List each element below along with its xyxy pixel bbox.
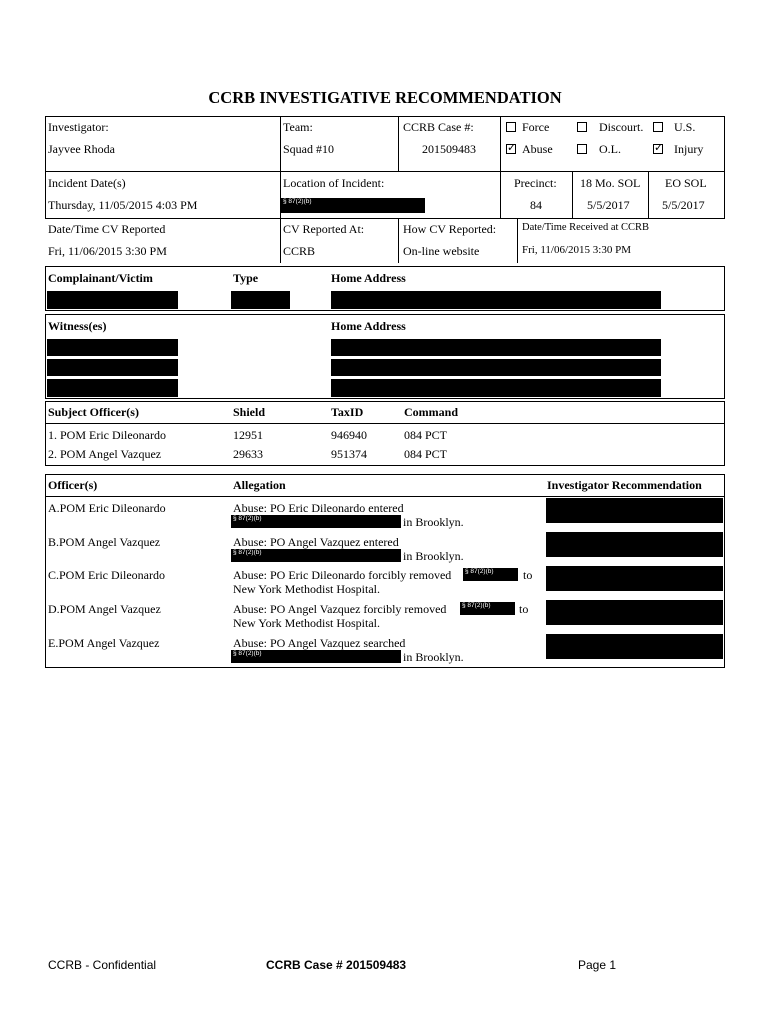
team-value: Squad #10 xyxy=(283,142,334,156)
cv-at-value: CCRB xyxy=(283,244,316,258)
cv-how-label: How CV Reported: xyxy=(403,222,497,236)
received-value: Fri, 11/06/2015 3:30 PM xyxy=(522,244,631,256)
document-title: CCRB INVESTIGATIVE RECOMMENDATION xyxy=(208,88,562,107)
subject-header-divider xyxy=(45,423,725,424)
address-col-header: Home Address xyxy=(331,271,406,285)
recommendation-redaction xyxy=(546,600,723,625)
discourtesy-label: Discourt. xyxy=(599,120,644,134)
incident-date-label: Incident Date(s) xyxy=(48,176,126,190)
cv-date-label: Date/Time CV Reported xyxy=(48,222,166,236)
header-divider xyxy=(45,171,725,172)
allegation-text-suffix: to xyxy=(523,568,533,582)
shield-col-header: Shield xyxy=(233,405,266,419)
injury-checkbox[interactable] xyxy=(653,144,663,154)
allegation-text: New York Methodist Hospital. xyxy=(233,582,381,596)
allegation-text: Abuse: PO Angel Vazquez searched xyxy=(233,636,406,650)
cv-col-divider xyxy=(398,219,399,263)
cv-col-divider xyxy=(517,219,518,263)
location-redaction-label: § 87(2)(b) xyxy=(283,198,312,205)
force-checkbox[interactable] xyxy=(506,122,516,132)
allegation-officer: D.POM Angel Vazquez xyxy=(48,602,161,616)
allegation-officer: B.POM Angel Vazquez xyxy=(48,535,161,549)
header-col-divider xyxy=(398,116,399,171)
allegation-redaction-label: § 87(2)(b) xyxy=(462,602,491,609)
allegation-officer: C.POM Eric Dileonardo xyxy=(48,568,165,582)
allegation-text-suffix: in Brooklyn. xyxy=(403,549,464,563)
complainant-col-header: Complainant/Victim xyxy=(48,271,153,285)
location-label: Location of Incident: xyxy=(283,176,385,190)
subject-officer-name: 1. POM Eric Dileonardo xyxy=(48,428,166,442)
injury-label: Injury xyxy=(674,142,704,156)
us-checkbox[interactable] xyxy=(653,122,663,132)
footer-page-number: Page 1 xyxy=(578,958,617,972)
allegation-redaction-label: § 87(2)(b) xyxy=(465,568,494,575)
allegation-text-suffix: to xyxy=(519,602,529,616)
sol18-value: 5/5/2017 xyxy=(587,198,630,212)
precinct-label: Precinct: xyxy=(514,176,557,190)
recommendation-col-header: Investigator Recommendation xyxy=(547,478,702,492)
subject-officer-command: 084 PCT xyxy=(404,428,448,442)
allegation-text-suffix: in Brooklyn. xyxy=(403,515,464,529)
cv-date-value: Fri, 11/06/2015 3:30 PM xyxy=(48,244,167,258)
complainant-name-redaction xyxy=(47,291,178,309)
allegation-text: Abuse: PO Angel Vazquez entered xyxy=(233,535,399,549)
witness-address-redaction xyxy=(331,339,661,356)
witness-name-redaction xyxy=(47,379,178,397)
subject-officer-taxid: 951374 xyxy=(331,447,367,461)
eosol-label: EO SOL xyxy=(665,176,707,190)
abuse-label: Abuse xyxy=(522,142,553,156)
ol-label: O.L. xyxy=(599,142,621,156)
subject-officer-name: 2. POM Angel Vazquez xyxy=(48,447,162,461)
complainant-type-redaction xyxy=(231,291,290,309)
cv-at-label: CV Reported At: xyxy=(283,222,365,236)
case-value: 201509483 xyxy=(422,142,476,156)
subject-officer-taxid: 946940 xyxy=(331,428,367,442)
witness-col-header: Witness(es) xyxy=(48,319,107,333)
allegation-text: Abuse: PO Eric Dileonardo entered xyxy=(233,501,404,515)
footer-confidential: CCRB - Confidential xyxy=(48,958,157,972)
us-label: U.S. xyxy=(674,120,696,134)
discourtesy-checkbox[interactable] xyxy=(577,122,587,132)
team-label: Team: xyxy=(283,120,313,134)
subject-officer-col-header: Subject Officer(s) xyxy=(48,405,139,419)
type-col-header: Type xyxy=(233,271,259,285)
recommendation-redaction xyxy=(546,566,723,591)
force-label: Force xyxy=(522,120,550,134)
allegation-officer: E.POM Angel Vazquez xyxy=(48,636,160,650)
witness-name-redaction xyxy=(47,359,178,376)
taxid-col-header: TaxID xyxy=(331,405,364,419)
allegation-text: Abuse: PO Angel Vazquez forcibly removed xyxy=(233,602,447,616)
footer-case-number: CCRB Case # 201509483 xyxy=(266,958,407,972)
witness-address-redaction xyxy=(331,359,661,376)
investigator-value: Jayvee Rhoda xyxy=(48,142,115,156)
witness-address-redaction xyxy=(331,379,661,397)
header-col-divider xyxy=(500,116,501,219)
subject-officer-shield: 29633 xyxy=(233,447,263,461)
allegations-header-divider xyxy=(45,496,725,497)
incident-date-value: Thursday, 11/05/2015 4:03 PM xyxy=(48,198,198,212)
precinct-value: 84 xyxy=(530,198,542,212)
allegation-redaction-label: § 87(2)(b) xyxy=(233,549,262,556)
recommendation-redaction xyxy=(546,532,723,557)
allegation-text: New York Methodist Hospital. xyxy=(233,616,381,630)
allegation-text-suffix: in Brooklyn. xyxy=(403,650,464,664)
subject-officer-shield: 12951 xyxy=(233,428,263,442)
allegation-officer: A.POM Eric Dileonardo xyxy=(48,501,166,515)
ol-checkbox[interactable] xyxy=(577,144,587,154)
allegation-redaction-label: § 87(2)(b) xyxy=(233,650,262,657)
witness-name-redaction xyxy=(47,339,178,356)
header-col-divider xyxy=(572,171,573,219)
cv-col-divider xyxy=(280,219,281,263)
subject-officer-command: 084 PCT xyxy=(404,447,448,461)
allegation-col-header: Allegation xyxy=(233,478,286,492)
eosol-value: 5/5/2017 xyxy=(662,198,705,212)
recommendation-redaction xyxy=(546,634,723,659)
case-label: CCRB Case #: xyxy=(403,120,474,134)
received-label: Date/Time Received at CCRB xyxy=(522,222,650,233)
witness-address-col-header: Home Address xyxy=(331,319,406,333)
allegation-text: Abuse: PO Eric Dileonardo forcibly removed xyxy=(233,568,452,582)
allegation-officer-col-header: Officer(s) xyxy=(48,478,98,492)
abuse-checkbox[interactable] xyxy=(506,144,516,154)
sol18-label: 18 Mo. SOL xyxy=(580,176,641,190)
recommendation-redaction xyxy=(546,498,723,523)
header-col-divider xyxy=(648,171,649,219)
complainant-address-redaction xyxy=(331,291,661,309)
allegation-redaction-label: § 87(2)(b) xyxy=(233,515,262,522)
command-col-header: Command xyxy=(404,405,459,419)
investigator-label: Investigator: xyxy=(48,120,109,134)
cv-how-value: On-line website xyxy=(403,244,480,258)
